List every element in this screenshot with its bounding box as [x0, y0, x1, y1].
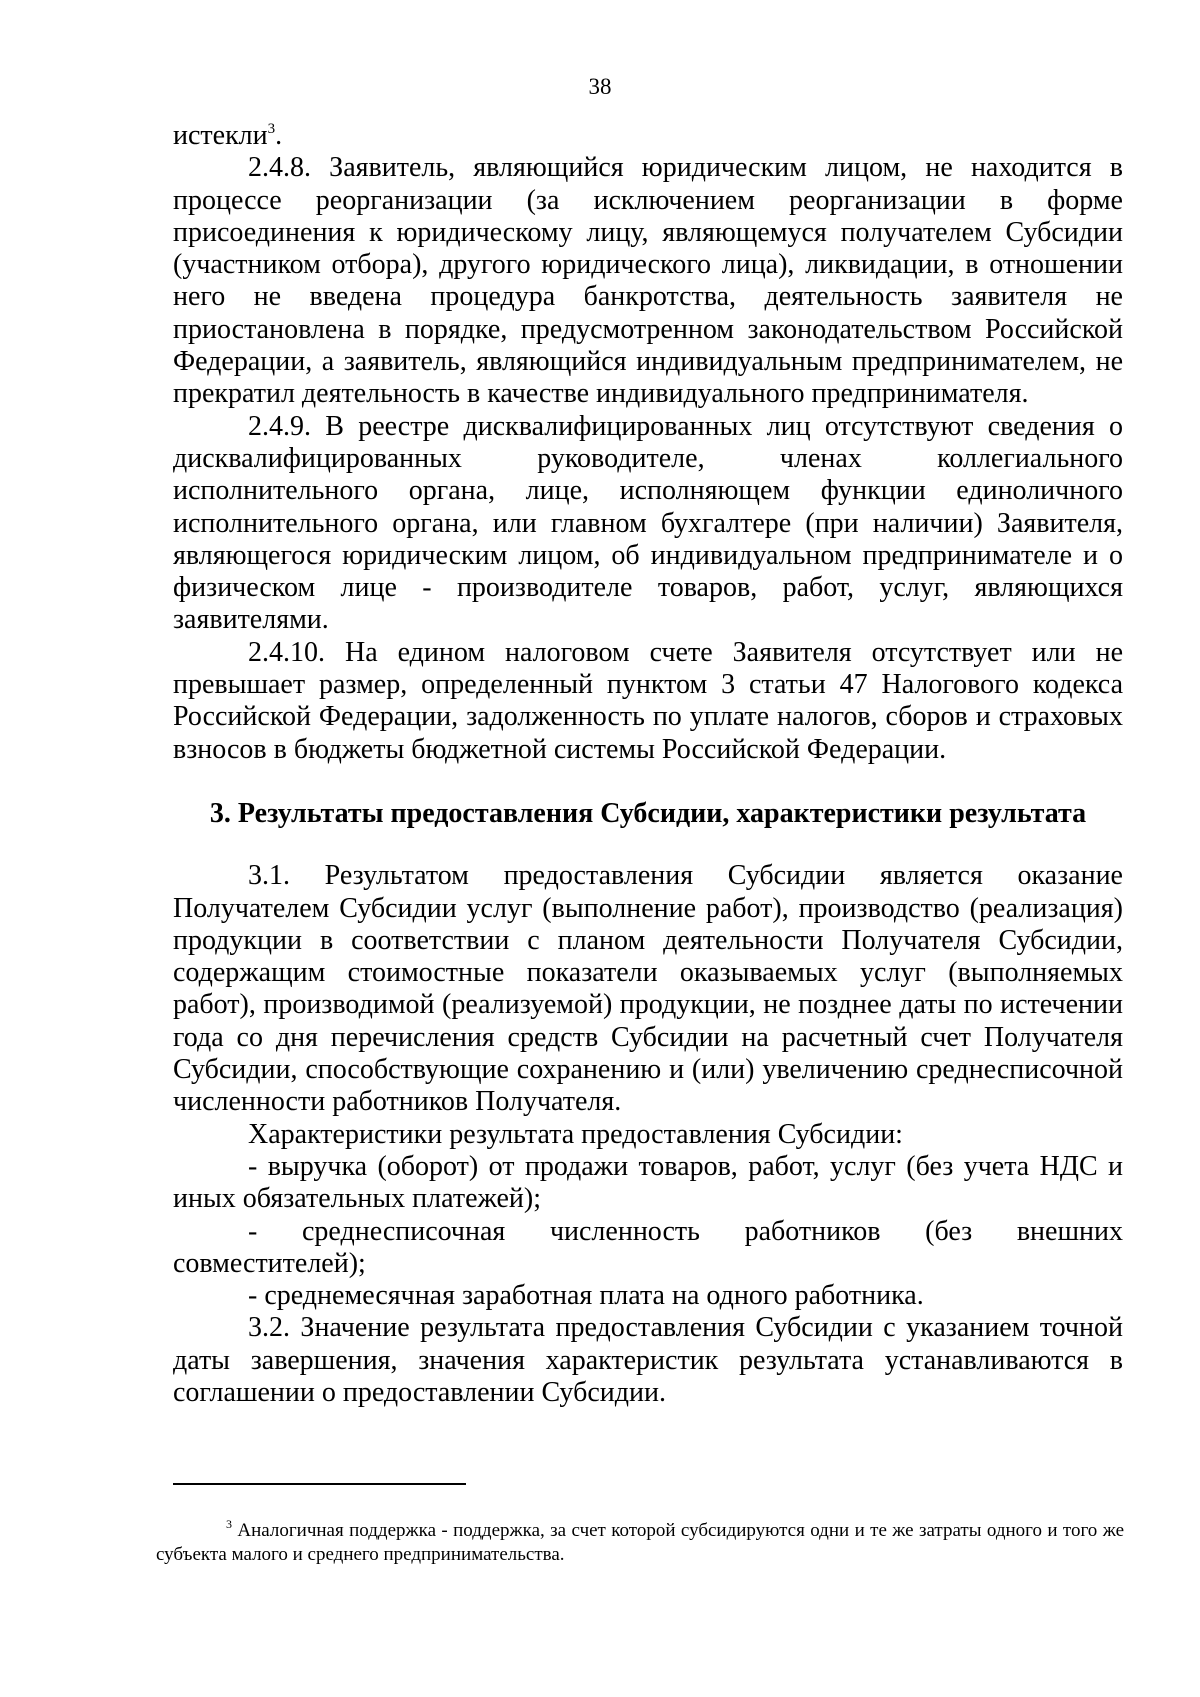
paragraph-text: истекли — [173, 120, 268, 151]
characteristic-revenue: - выручка (оборот) от продажи товаров, работ, услуг (без учета НДС и иных обязательных платежей); — [173, 1150, 1123, 1215]
paragraph-3-2: 3.2. Значение результата предоставления Субсидии с указанием точной даты завершения, значения характеристик результата устанавливаются в соглашении о предоставлении Субсидии. — [173, 1312, 1123, 1408]
characteristic-salary: - среднемесячная заработная плата на одного работника. — [248, 1280, 924, 1312]
characteristic-headcount: - среднесписочная численность работников (без внешних совместителей); — [173, 1215, 1123, 1279]
paragraph-continuation — [173, 120, 1123, 152]
section-heading: 3. Результаты предоставления Субсидии, характеристики результата — [209, 797, 1087, 829]
footnote-text: Аналогичная поддержка - поддержка, за счет которой субсидируются одни и те же затраты одного и того же субъекта малого и среднего предпринимательства. — [156, 1520, 1125, 1565]
footnote — [156, 1519, 1124, 1567]
paragraph-3-1: 3.1. Результатом предоставления Субсидии является оказание Получателем Субсидии услуг (выполнение работ), производство (реализация) продукции в соответствии с планом деятельности Получателя Субсидии, содержащим стоимостные показатели оказываемых услуг (выполняемых работ), производимой (реализуемой) продукции, не позднее даты по истечении года со дня перечисления средств Субсидии на расчетный счет Получателя Субсидии, способствующие сохранению и (или) увеличению среднесписочной численности работников Получателя. — [173, 860, 1123, 1118]
footnote-separator — [173, 1483, 466, 1485]
paragraph-2-4-10: 2.4.10. На едином налоговом счете Заявителя отсутствует или не превышает размер, определенный пунктом 3 статьи 47 Налогового кодекса Российской Федерации, задолженность по уплате налогов, сборов и страховых взносов в бюджеты бюджетной системы Российской Федерации. — [173, 636, 1123, 765]
paragraph-2-4-8: 2.4.8. Заявитель, являющийся юридическим лицом, не находится в процессе реорганизации (за исключением реорганизации в форме присоединения к юридическому лицу, являющемуся получателем Субсидии (участником отбора), другого юридического лица), ликвидации, в отношении него не введена процедура банкротства, деятельность заявителя не приостановлена в порядке, предусмотренном законодательством Российской Федерации, а заявитель, являющийся индивидуальным предпринимателем, не прекратил деятельность в качестве индивидуального предпринимателя. — [173, 152, 1123, 410]
paragraph-punctuation: . — [275, 120, 283, 151]
paragraph-2-4-9: 2.4.9. В реестре дисквалифицированных лиц отсутствуют сведения о дисквалифицированных руководителе, членах коллегиального исполнительного органа, лице, исполняющем функции единоличного исполнительного органа, или главном бухгалтере (при наличии) Заявителя, являющегося юридическим лицом, об индивидуальном предпринимателе и о физическом лице - производителе товаров, работ, услуг, являющихся заявителями. — [173, 410, 1123, 636]
footnote-reference: 3 — [267, 121, 276, 137]
characteristics-intro: Характеристики результата предоставления Субсидии: — [248, 1118, 903, 1150]
page-number: 38 — [588, 74, 612, 99]
document-body — [173, 120, 1123, 1409]
footnote-marker: 3 — [226, 1517, 232, 1531]
